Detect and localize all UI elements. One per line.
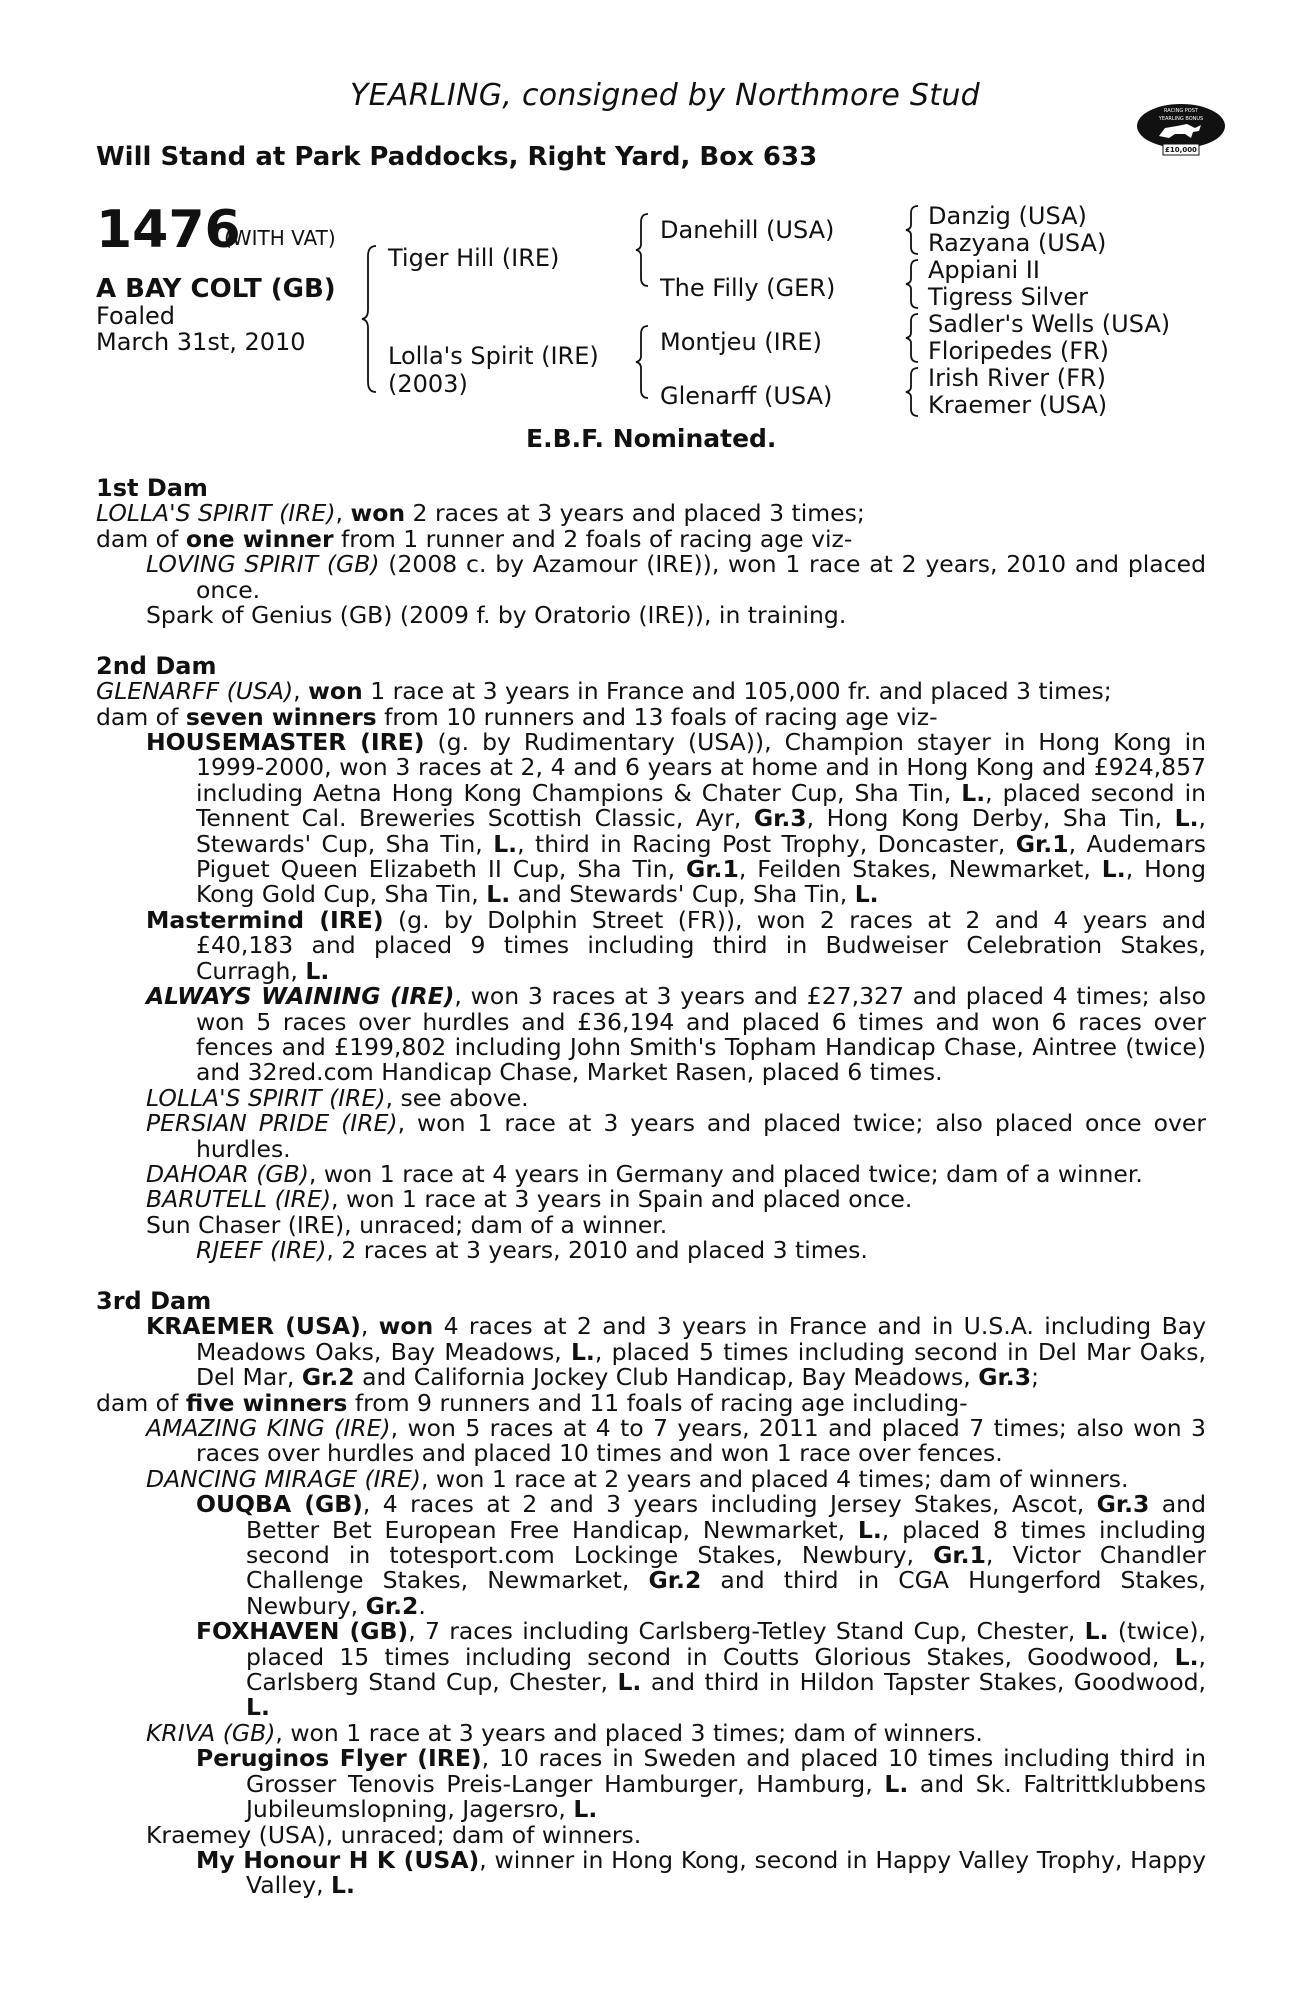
produce-entry: My Honour H K (USA), winner in Hong Kong, second in Happy Valley Trophy, Happy Valley, L. — [196, 1845, 1206, 1900]
brace-glenarff — [904, 366, 922, 418]
produce-entry: DANCING MIRAGE (IRE), won 1 race at 2 years and placed 4 times; dam of winners. — [146, 1464, 1129, 1493]
ggp-name: Floripedes (FR) — [928, 337, 1110, 365]
third-dam-heading: 3rd Dam — [96, 1286, 212, 1315]
produce-entry: LOLLA'S SPIRIT (IRE), see above. — [146, 1083, 529, 1112]
produce-entry: Mastermind (IRE) (g. by Dolphin Street (FR)), won 2 races at 2 and 4 years and £40,183 and placed 9 times including third in Budweiser Celebration Stakes, Curragh, L. — [146, 905, 1206, 985]
ggp-name: Irish River (FR) — [928, 364, 1106, 392]
second-dam-heading: 2nd Dam — [96, 651, 217, 680]
produce-entry: Sun Chaser (IRE), unraced; dam of a winner. — [146, 1210, 668, 1239]
badge-top-text: RACING POST — [1164, 108, 1198, 114]
brace-danehill — [904, 204, 922, 256]
foaled-label: Foaled — [96, 302, 176, 330]
consignment-title: YEARLING, consigned by Northmore Stud — [350, 78, 980, 113]
pedigree-brace-sire — [634, 212, 652, 288]
pedigree-brace-dam — [634, 324, 652, 400]
third-dam-produce: dam of five winners from 9 runners and 11 foals of racing age including- — [96, 1388, 968, 1417]
first-dam-heading: 1st Dam — [96, 474, 208, 502]
produce-entry: KRIVA (GB), won 1 race at 3 years and placed 3 times; dam of winners. — [146, 1718, 983, 1747]
dam-dam-name: Glenarff (USA) — [660, 382, 833, 410]
yearling-bonus-badge — [1135, 98, 1227, 156]
ggp-name: Appiani II — [928, 256, 1040, 284]
produce-entry: DAHOAR (GB), won 1 race at 4 years in Germany and placed twice; dam of a winner. — [146, 1159, 1143, 1188]
produce-entry: FOXHAVEN (GB), 7 races including Carlsberg-Tetley Stand Cup, Chester, L. (twice), placed 15 times including second in Coutts Glorious Stakes, Goodwood, L., Carlsberg Stand Cup, Chester, L. and third in Hildon Tapster Stakes, Goodwood, L. — [196, 1617, 1207, 1722]
produce-entry: Peruginos Flyer (IRE), 10 races in Sweden and placed 10 times including third in Grosser Tenovis Preis-Langer Hamburger, Hamburg, L. and Sk. Faltrittklubbens Jubileumslopning, Jagersro, L. — [196, 1744, 1207, 1824]
first-dam-line: LOLLA'S SPIRIT (IRE), won 2 races at 3 years and placed 3 times; — [96, 499, 865, 528]
produce-entry: HOUSEMASTER (IRE) (g. by Rudimentary (USA)), Champion stayer in Hong Kong in 1999-2000, won 3 races at 2, 4 and 6 years at home and in Hong Kong and £924,857 including Aetna Hong Kong Champions & Chater Cup, Sha Tin, L., placed second in Tennent Cal. Breweries Scottish Classic, Ayr, Gr.3, Hong Kong Derby, Sha Tin, L., Stewards' Cup, Sha Tin, L., third in Racing Post Trophy, Doncaster, Gr.1, Audemars Piguet Queen Elizabeth II Cup, Sha Tin, Gr.1, Feilden Stakes, Newmarket, L., Hong Kong Gold Cup, Sha Tin, L. and Stewards' Cup, Sha Tin, L. — [146, 728, 1207, 909]
lot-number: 1476 — [96, 200, 241, 260]
brace-the-filly — [904, 258, 922, 310]
brace-montjeu — [904, 312, 922, 364]
produce-entry: RJEEF (IRE), 2 races at 3 years, 2010 and placed 3 times. — [196, 1236, 868, 1265]
stand-location: Will Stand at Park Paddocks, Right Yard, Box 633 — [96, 142, 818, 172]
second-dam-produce: dam of seven winners from 10 runners and 13 foals of racing age viz- — [96, 702, 938, 731]
dam-name: Lolla's Spirit (IRE) — [388, 342, 599, 370]
foaled-date: March 31st, 2010 — [96, 328, 306, 356]
ggp-name: Danzig (USA) — [928, 202, 1087, 230]
produce-entry: OUQBA (GB), 4 races at 2 and 3 years including Jersey Stakes, Ascot, Gr.3 and Better Bet European Free Handicap, Newmarket, L., placed 8 times including second in totesport.com Lockinge Stakes, Newbury, Gr.1, Victor Chandler Challenge Stakes, Newmarket, Gr.2 and third in CGA Hungerford Stakes, Newbury, Gr.2. — [196, 1490, 1207, 1620]
ebf-nominated: E.B.F. Nominated. — [526, 424, 777, 453]
lot-description: A BAY COLT (GB) — [96, 274, 336, 304]
badge-amount: £10,000 — [1165, 146, 1197, 154]
pedigree-brace-main — [360, 244, 380, 394]
dam-sire-name: Montjeu (IRE) — [660, 328, 822, 356]
vat-label: (WITH VAT) — [224, 226, 336, 250]
third-dam-line: KRAEMER (USA), won 4 races at 2 and 3 years in France and in U.S.A. including Bay Meadows Oaks, Bay Meadows, L., placed 5 times including second in Del Mar Oaks, Del Mar, Gr.2 and California Jockey Club Handicap, Bay Meadows, Gr.3; — [146, 1312, 1206, 1392]
second-dam-line: GLENARFF (USA), won 1 race at 3 years in France and 105,000 fr. and placed 3 times; — [96, 677, 1112, 706]
produce-entry: ALWAYS WAINING (IRE), won 3 races at 3 years and £27,327 and placed 4 times; also won 5 races over hurdles and £36,194 and placed 6 times and won 6 races over fences and £199,802 including John Smith's Topham Handicap Chase, Aintree (twice) and 32red.com Handicap Chase, Market Rasen, placed 6 times. — [146, 982, 1206, 1087]
sire-sire-name: Danehill (USA) — [660, 216, 835, 244]
dam-details — [96, 476, 1206, 1899]
ggp-name: Tigress Silver — [928, 283, 1088, 311]
first-dam-produce: dam of one winner from 1 runner and 2 foals of racing age viz- — [96, 524, 853, 553]
ggp-name: Kraemer (USA) — [928, 391, 1108, 419]
ggp-name: Sadler's Wells (USA) — [928, 310, 1171, 338]
dam-year: (2003) — [388, 370, 468, 398]
badge-mid-text: YEARLING BONUS — [1158, 116, 1204, 122]
produce-entry: AMAZING KING (IRE), won 5 races at 4 to 7 years, 2011 and placed 7 times; also won 3 races over hurdles and placed 10 times and won 1 race over fences. — [146, 1414, 1206, 1468]
sire-dam-name: The Filly (GER) — [660, 274, 836, 302]
foal-entry: LOVING SPIRIT (GB) (2008 c. by Azamour (IRE)), won 1 race at 2 years, 2010 and placed once. — [146, 550, 1206, 604]
sire-name: Tiger Hill (IRE) — [388, 244, 560, 272]
foal-entry: Spark of Genius (GB) (2009 f. by Oratorio (IRE)), in training. — [146, 601, 847, 630]
produce-entry: Kraemey (USA), unraced; dam of winners. — [146, 1820, 642, 1849]
produce-entry: PERSIAN PRIDE (IRE), won 1 race at 3 years and placed twice; also placed once over hurdles. — [146, 1109, 1207, 1163]
ggp-name: Razyana (USA) — [928, 229, 1107, 257]
produce-entry: BARUTELL (IRE), won 1 race at 3 years in Spain and placed once. — [146, 1185, 913, 1214]
